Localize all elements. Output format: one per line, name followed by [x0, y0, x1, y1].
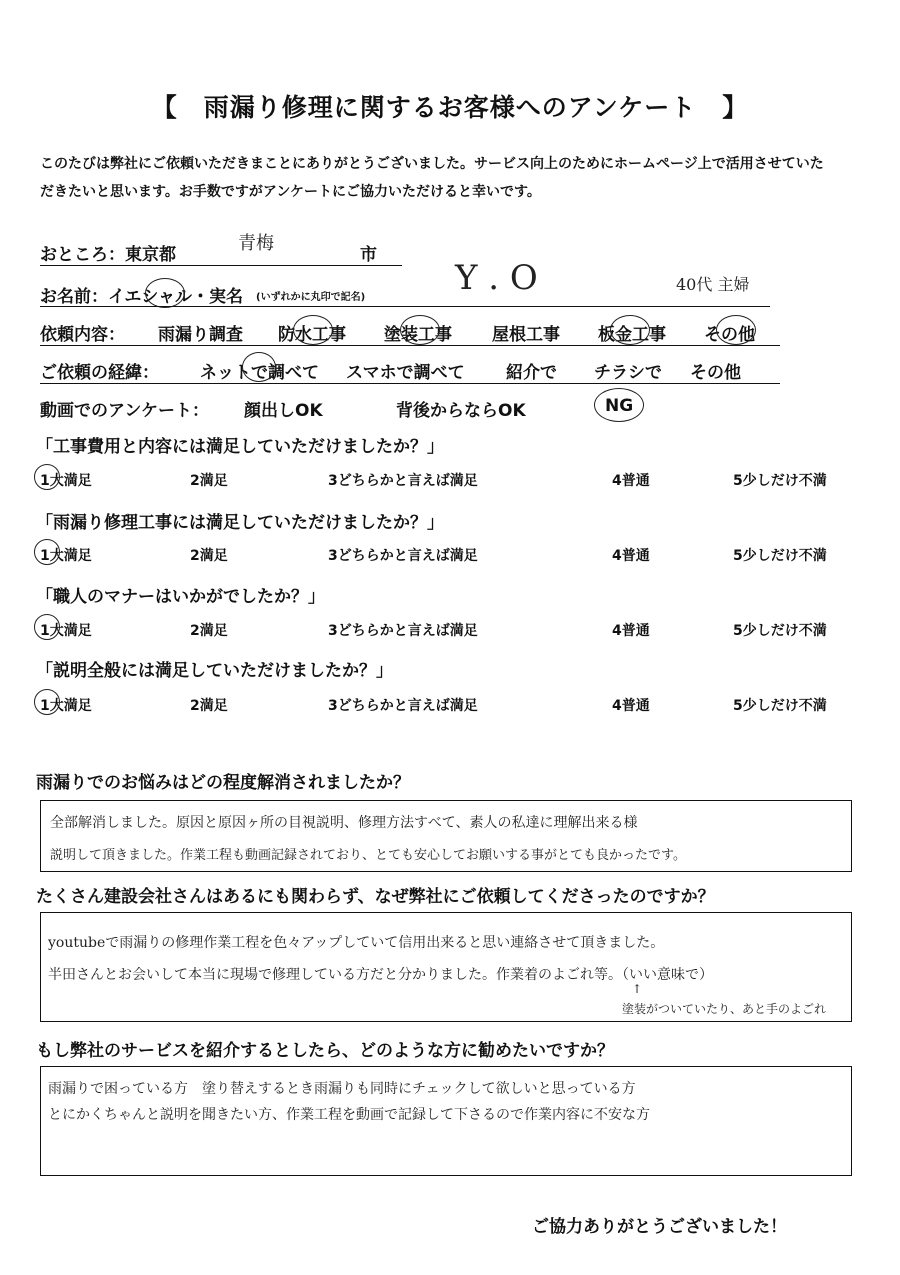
name-age: 40代 主婦 [676, 275, 750, 294]
video-circle-ng [594, 388, 644, 422]
request-option-survey: 雨漏り調査 [158, 325, 243, 345]
request-circle-painting [400, 315, 440, 345]
reason-option-flyer: チラシで [594, 363, 662, 383]
q1-scale-3: 3どちらかと言えば満足 [328, 473, 478, 489]
intro-text [40, 150, 860, 206]
question-4: 「説明全般には満足していただけましたか？」 [36, 661, 393, 681]
reason-option-smartphone: スマホで調べて [346, 363, 465, 383]
q4-answer-circle [34, 689, 60, 715]
q2-scale-4: 4普通 [612, 548, 650, 564]
q3-scale-2: 2満足 [190, 623, 228, 639]
section3-question: もし弊社のサービスを紹介するとしたら、どのような方に勧めたいですか？ [36, 1041, 614, 1061]
name-underline [40, 306, 770, 307]
address-label: おところ：東京都 [40, 245, 176, 265]
q4-scale-3: 3どちらかと言えば満足 [328, 698, 478, 714]
request-option-roof: 屋根工事 [492, 325, 560, 345]
name-initials: Y . O [455, 258, 538, 298]
q1-answer-circle [34, 464, 60, 490]
q1-scale-2: 2満足 [190, 473, 228, 489]
request-circle-other [716, 315, 756, 345]
q4-scale-4: 4普通 [612, 698, 650, 714]
video-option-ng: NG [605, 396, 634, 416]
section1-question: 雨漏りでのお悩みはどの程度解消されましたか？ [36, 773, 410, 793]
q4-scale-1: 1大満足 [40, 698, 92, 714]
section2-answer-arrow: ↑ [632, 982, 643, 996]
request-option-waterproof: 防水工事 [278, 325, 346, 345]
q2-scale-5: 5少しだけ不満 [733, 548, 827, 564]
request-circle-sheetmetal [610, 315, 650, 345]
page-title: 【 雨漏り修理に関するお客様へのアンケート 】 [151, 93, 749, 122]
request-option-other: その他 [704, 325, 755, 345]
q1-scale-5: 5少しだけ不満 [733, 473, 827, 489]
address-suffix: 市 [360, 245, 377, 265]
section1-answer-line-2: 説明して頂きました。作業工程も動画記録されており、とても安心してお願いする事がとても良かったです。 [50, 848, 686, 863]
video-label: 動画でのアンケート： [40, 401, 209, 421]
q1-scale-4: 4普通 [612, 473, 650, 489]
video-option-face-ok: 顔出しOK [244, 401, 323, 421]
q2-answer-circle [34, 539, 60, 565]
name-note: (いずれかに丸印で記名) [256, 292, 366, 303]
request-option-painting: 塗装工事 [384, 325, 452, 345]
reason-circle-net [242, 352, 276, 382]
q4-scale-2: 2満足 [190, 698, 228, 714]
section3-answer-line-2: とにかくちゃんと説明を聞きたい方、作業工程を動画で記録して下さるので作業内容に不安な方 [48, 1107, 650, 1123]
reason-option-net: ネットで調べて [200, 363, 319, 383]
section3-answer-line-1: 雨漏りで困っている方 塗り替えするとき雨漏りも同時にチェックして欲しいと思っている方 [48, 1081, 636, 1097]
question-2: 「雨漏り修理工事には満足していただけましたか？」 [36, 513, 444, 533]
intro-line-1: このたびは弊社にご依頼いただきまことにありがとうございました。サービス向上のためにホームページ上で活用させていた [40, 156, 824, 172]
q3-answer-circle [34, 614, 60, 640]
question-3: 「職人のマナーはいかがでしたか？」 [36, 587, 325, 607]
reason-underline [40, 383, 780, 384]
q1-scale-1: 1大満足 [40, 473, 92, 489]
q2-scale-1: 1大満足 [40, 548, 92, 564]
q3-scale-1: 1大満足 [40, 623, 92, 639]
section2-answer-line-1: youtubeで雨漏りの修理作業工程を色々アップしていて信用出来ると思い連絡させて頂きました。 [48, 935, 665, 951]
request-label: 依頼内容： [40, 325, 125, 345]
section1-answer-line-1: 全部解消しました。原因と原因ヶ所の目視説明、修理方法すべて、素人の私達に理解出来る様 [50, 815, 638, 831]
request-underline [40, 345, 780, 346]
video-option-back-ok: 背後からならOK [396, 401, 526, 421]
q2-scale-2: 2満足 [190, 548, 228, 564]
q3-scale-5: 5少しだけ不満 [733, 623, 827, 639]
section2-question: たくさん建設会社さんはあるにも関わらず、なぜ弊社にご依頼してくださったのですか？ [36, 887, 715, 907]
request-circle-waterproof [293, 315, 333, 345]
request-option-sheetmetal: 板金工事 [598, 325, 666, 345]
reason-label: ご依頼の経緯： [40, 363, 159, 383]
question-1: 「工事費用と内容には満足していただけましたか？」 [36, 437, 444, 457]
section2-answer-line-3: 塗装がついていたり、あと手のよごれ [622, 1002, 827, 1016]
reason-option-other: その他 [690, 363, 741, 383]
q3-scale-4: 4普通 [612, 623, 650, 639]
name-label: お名前：イエシャル・実名 [40, 287, 243, 307]
q4-scale-5: 5少しだけ不満 [733, 698, 827, 714]
q2-scale-3: 3どちらかと言えば満足 [328, 548, 478, 564]
address-underline [40, 265, 402, 266]
section2-answer-line-2: 半田さんとお会いして本当に現場で修理している方だと分かりました。作業着のよごれ等。（いい意味で） [48, 967, 713, 983]
reason-option-referral: 紹介で [506, 363, 557, 383]
name-initials-circle [145, 278, 185, 308]
q3-scale-3: 3どちらかと言えば満足 [328, 623, 478, 639]
address-city-handwritten: 青梅 [238, 233, 274, 254]
intro-line-2: だきたいと思います。お手数ですがアンケートにご協力いただけると幸いです。 [40, 184, 541, 200]
closing-message: ご協力ありがとうございました！ [532, 1217, 787, 1237]
